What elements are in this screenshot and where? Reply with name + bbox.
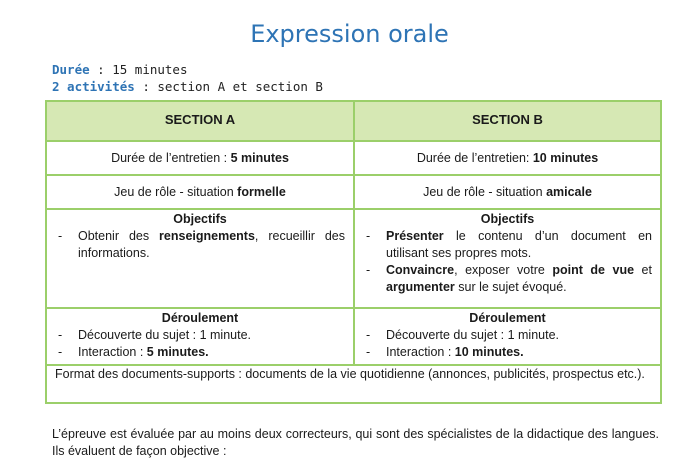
objectives-list	[55, 228, 345, 262]
section-a-duration	[46, 141, 354, 175]
procedure-title: Déroulement	[469, 311, 546, 325]
item-bold: point de vue	[552, 263, 635, 277]
section-b-duration	[354, 141, 661, 175]
item-text: , recueillir des informations.	[78, 229, 345, 260]
duration-text: Durée de l’entretien :	[111, 150, 231, 165]
list-item	[55, 344, 345, 361]
procedure-row	[46, 308, 661, 365]
duration-value: 5 minutes	[230, 150, 289, 165]
section-a-roleplay	[46, 175, 354, 209]
item-bold: Convaincre	[386, 263, 455, 277]
activities-label: 2 activités	[52, 79, 135, 94]
roleplay-type: amicale	[546, 184, 592, 199]
roleplay-text: Jeu de rôle - situation	[423, 184, 547, 199]
sections-table	[45, 100, 662, 404]
section-a-procedure	[46, 308, 354, 365]
evaluation-paragraph: L’épreuve est évaluée par au moins deux correcteurs, qui sont des spécialistes de la didactique des langues. Ils évaluent de façon objective :	[52, 427, 659, 458]
item-text: Obtenir des	[78, 229, 160, 243]
duration-row	[46, 141, 661, 175]
item-bold: 10 minutes.	[454, 345, 524, 359]
section-a-header: SECTION A	[46, 101, 354, 141]
item-text: et	[634, 263, 652, 277]
duration-label: Durée	[52, 62, 90, 77]
objectives-list	[363, 228, 652, 296]
activities-value: : section A et section B	[134, 79, 323, 94]
list-item	[363, 262, 652, 296]
item-bold: 5 minutes.	[146, 345, 209, 359]
objectives-row	[46, 209, 661, 308]
item-bold: argumenter	[386, 280, 455, 294]
section-b-roleplay	[354, 175, 661, 209]
objectives-title: Objectifs	[480, 212, 535, 226]
activities-line	[52, 79, 323, 94]
roleplay-text: Jeu de rôle - situation	[114, 184, 238, 199]
roleplay-type: formelle	[237, 184, 286, 199]
page-title: Expression orale	[250, 20, 449, 48]
section-b-header: SECTION B	[354, 101, 661, 141]
item-bold: Présenter	[386, 229, 444, 243]
duration-line	[52, 62, 187, 77]
list-item	[363, 344, 652, 361]
list-item	[363, 228, 652, 262]
list-item	[55, 228, 345, 262]
roleplay-row	[46, 175, 661, 209]
section-b-procedure	[354, 308, 661, 365]
item-bold: renseignements	[159, 229, 255, 243]
section-b-objectives	[354, 209, 661, 308]
item-text: sur le sujet évoqué.	[454, 280, 567, 294]
header-row	[46, 101, 661, 141]
duration-text: Durée de l’entretien:	[416, 150, 533, 165]
duration-value: : 15 minutes	[89, 62, 188, 77]
list-item: - Découverte du sujet : 1 minute.	[363, 327, 652, 344]
section-a-objectives	[46, 209, 354, 308]
duration-value: 10 minutes	[532, 150, 599, 165]
procedure-list	[363, 327, 652, 361]
list-item: - Découverte du sujet : 1 minute.	[55, 327, 345, 344]
item-text: Interaction :	[78, 345, 147, 359]
format-cell: Format des documents-supports : documents de la vie quotidienne (annonces, publicités, prospectus etc.).	[46, 365, 661, 403]
item-text: le contenu d’un document en utilisant ses propres mots.	[386, 229, 652, 260]
item-text: , exposer votre	[454, 263, 553, 277]
format-row	[46, 365, 661, 403]
objectives-title: Objectifs	[173, 212, 227, 226]
item-text: Interaction :	[386, 345, 455, 359]
procedure-title: Déroulement	[161, 311, 239, 325]
procedure-list	[55, 327, 345, 361]
